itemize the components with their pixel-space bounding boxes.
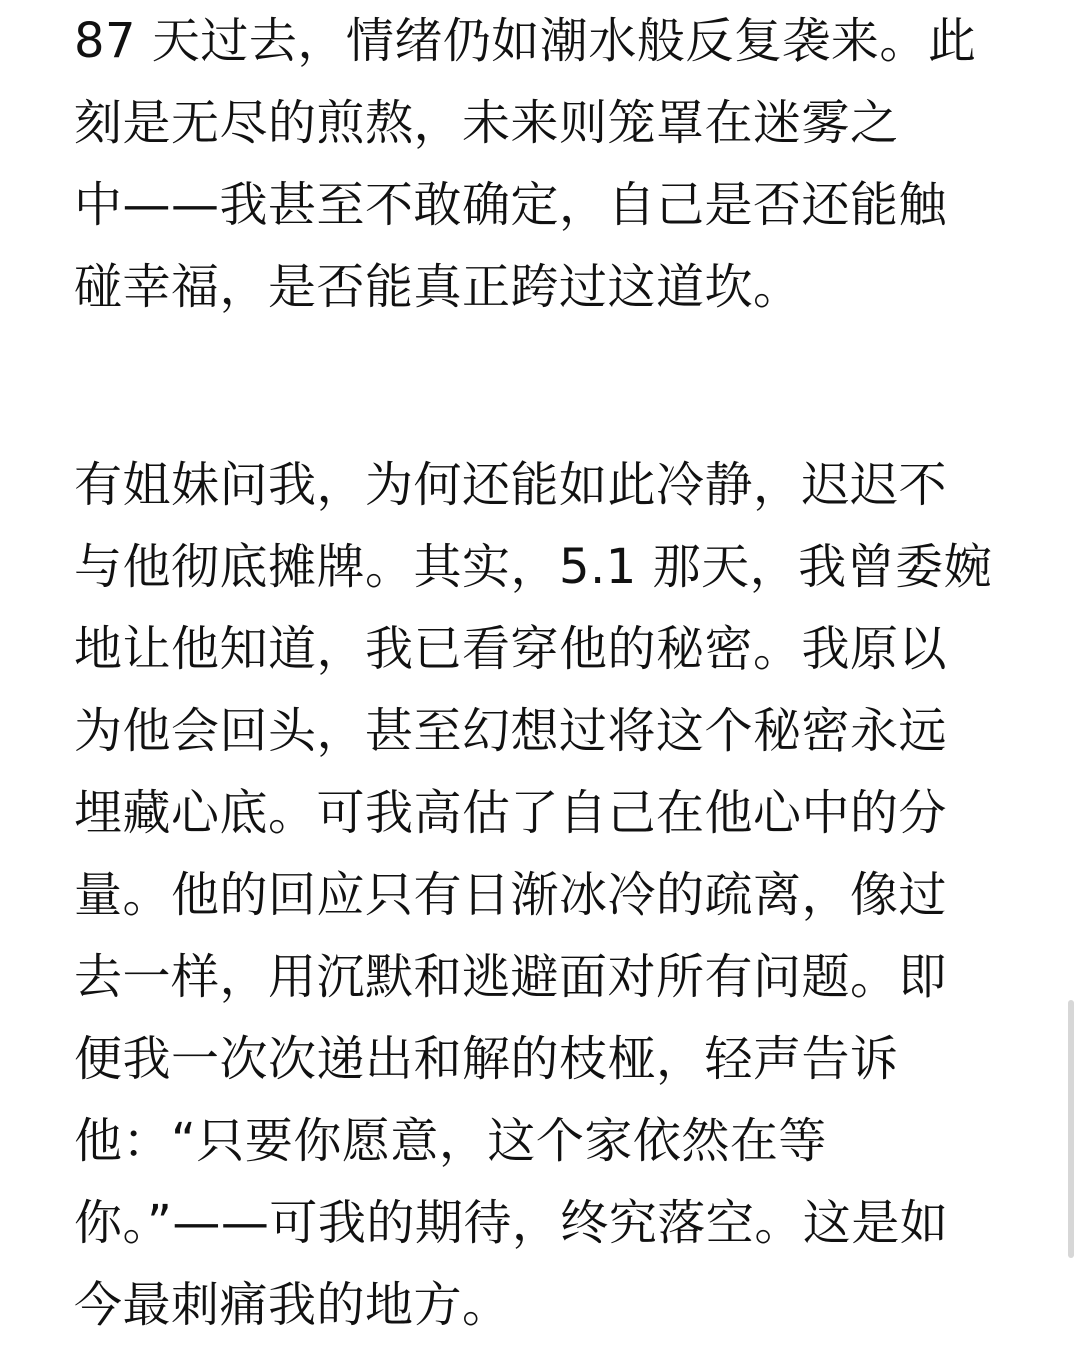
text-line: 碰幸福，是否能真正跨过这道坎。 [74,259,802,315]
text-line: 埋藏心底。可我高估了自己在他心中的分 [74,785,948,841]
text-line: 便我一次次递出和解的枝桠，轻声告诉 [74,1031,899,1087]
text-line: 为他会回头，甚至幻想过将这个秘密永远 [74,703,948,759]
text-line: 去一样，用沉默和逃避面对所有问题。即 [74,949,948,1005]
text-line: 与他彻底摊牌。其实，5.1 那天，我曾委婉 [74,539,993,595]
article-body [74,0,1014,1346]
paragraph-1 [74,0,1014,328]
text-line: 有姐妹问我，为何还能如此冷静，迟迟不 [74,457,948,513]
text-line: 你。”——可我的期待，终究落空。这是如 [74,1195,949,1251]
text-line: 地让他知道，我已看穿他的秘密。我原以 [74,621,948,677]
text-line: 他：“只要你愿意，这个家依然在等 [74,1113,827,1169]
scrollbar-thumb[interactable] [1068,1000,1074,1258]
text-line: 刻是无尽的煎熬，未来则笼罩在迷雾之 [74,95,899,151]
text-line: 今最刺痛我的地方。 [74,1277,511,1333]
text-line: 87 天过去，情绪仍如潮水般反复袭来。此 [74,13,977,69]
paragraph-gap [74,328,1014,444]
paragraph-2 [74,444,1014,1346]
text-line: 量。他的回应只有日渐冰冷的疏离，像过 [74,867,948,923]
text-line: 中——我甚至不敢确定，自己是否还能触 [74,177,948,233]
